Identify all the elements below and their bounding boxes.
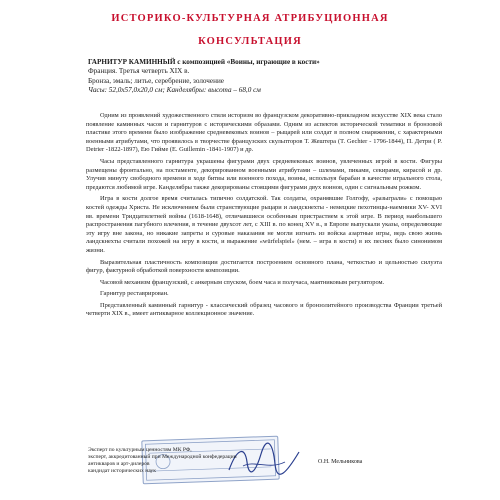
expert-credentials	[88, 447, 318, 475]
object-title-rest: с композицией «Воины, играющие в кости»	[177, 58, 320, 66]
paragraph-mechanism: Часовой механизм французский, с анкерным спуском, боем часа и получаса, маятниковым регулятором.	[100, 278, 385, 286]
paragraph-composition: Выразительная пластичность композиции достигается построением основного плана, четкостью и цельностью силуэта фигур, фактурной обработкой поверхности композиции.	[86, 258, 442, 275]
expert-line-3: антикваров и арт-дилеров	[88, 461, 150, 467]
consultation-body	[86, 112, 442, 322]
paragraph-history: Одним из проявлений художественного стиля историзм во французском декоративно-прикладном искусстве XIX века стало появление каминных часов и гарнитуров с историческими образами. Одним из аспектов исторической тематики в бронзовой пластике этого времени было изображение средневековых воинов – рыцарей или солдат в полном снаряжении, с характерными военными атрибутами, что проявилось в творчестве французских скульпторов Т. Жештера (T. Gechter - 1796-1844), П. Детри ( P. Detrier -1822-1897), Ею Гийме (E. Guillemin -1841-1907) и др.	[86, 112, 442, 154]
object-title-bold: ГАРНИТУР КАМИННЫЙ	[88, 58, 176, 66]
expert-line-4: кандидат исторических наук	[88, 468, 156, 474]
paragraph-conclusion: Представленный каминный гарнитур - классический образец часового и бронзолитейного производства Франции третьей четверти XIX в., имеет антикварное коллекционное значение.	[86, 301, 442, 318]
document-title-line-1: ИСТОРИКО-КУЛЬТУРНАЯ АТРИБУЦИОННАЯ	[111, 13, 389, 24]
object-origin: Франция. Третья четверть XIX в.	[88, 67, 190, 76]
expert-line-2: эксперт, аккредитованный при Международной конфедерации	[88, 454, 237, 460]
paragraph-restoration: Гарнитур реставрирован.	[100, 290, 169, 298]
object-header	[88, 58, 468, 96]
object-title	[88, 58, 468, 67]
document-title-line-2: КОНСУЛЬТАЦИЯ	[198, 36, 302, 47]
paragraph-description: Часы представленного гарнитура украшены фигурами двух средневековых воинов, увлеченных игрой в кости. Фигуры размещены фронтально, на постаменте, декорированном военными атрибутами – шлемами, пиками, секирами, кирасой и др. Улучив минуту свободного времени в ходе битвы или военного похода, воины, используя барабан в качестве игрального стола, предаются любимой игре. Канделябры также декорированы стоящими фигурами двух воинов, один с сигнальным рожком.	[86, 157, 442, 191]
expert-name: О.Н. Мельникова	[318, 459, 363, 465]
expert-line-1: Эксперт по культурным ценностям МК РФ,	[88, 447, 192, 453]
paragraph-dice-game: Игра в кости долгое время считалась типично солдатской. Так солдаты, охранявшие Голгофу, «разыграли» с помощью костей одежды Христа. Не исключением были странствующие рыцари и ландскнехты - немецкие пехотинцы-наемники XV- XVI вв. времени Тридцатилетней войны (1618-1648), отличавшиеся особенным пристрастием к этой игре. В период наибольшего распространения пагубного влечения, в течение двухсот лет, с XIII в. по конец XV в., в Европе выпускали указы, определяющие эту игру вне закона, но никакие запреты и суровые наказания не могли изгнать из войска азартные игры, ведь свою жизнь ландскнехты считали похожей на игру в кости, и выражение «würfelspiel» (нем. – игра в кости) в их песнях было синонимом жизни.	[86, 195, 442, 254]
object-dimensions: Часы: 52,0х57,0х20,0 см; Канделябры: высота – 68,0 см	[88, 86, 261, 95]
object-materials: Бронза, эмаль; литье, серебрение, золочение	[88, 76, 225, 85]
